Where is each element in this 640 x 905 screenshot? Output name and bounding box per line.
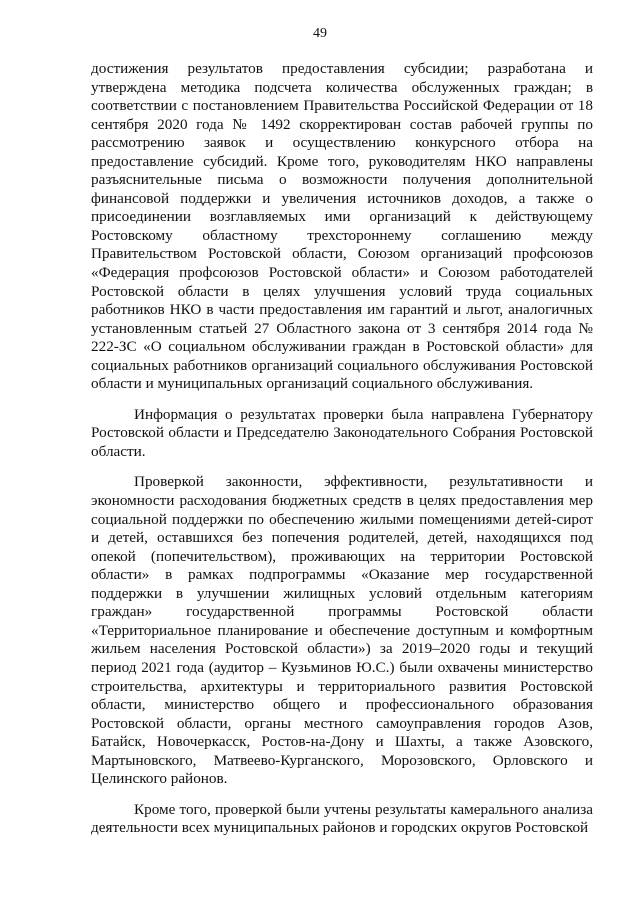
paragraph-additional-analysis: Кроме того, проверкой были учтены результаты камерального анализа деятельности всех муниципальных районов и городских округов Ростовской xyxy=(91,800,593,837)
page-number: 49 xyxy=(313,26,327,41)
paragraph-report-information: Информация о результатах проверки была направлена Губернатору Ростовской области и Председателю Законодательного Собрания Ростовской области. xyxy=(91,405,593,460)
document-body xyxy=(91,60,593,838)
paragraph-audit-scope: Проверкой законности, эффективности, результативности и экономности расходования бюджетных средств в целях предоставления мер социальной поддержки по обеспечению жилыми помещениями детей-сирот и детей, оставшихся без попечения родителей, детей, находящихся под опекой (попечительством), проживающих на территории Ростовской области» в рамках подпрограммы «Оказание мер государственной поддержки в улучшении жилищных условий отдельным категориям граждан» государственной программы Ростовской области «Территориальное планирование и обеспечение доступным и комфортным жильем населения Ростовской области») за 2019–2020 годы и текущий период 2021 года (аудитор – Кузьминов Ю.С.) были охвачены министерство строительства, архитектуры и территориального развития Ростовской области, министерство общего и профессионального образования Ростовской области, органы местного самоуправления городов Азов, Батайск, Новочеркасск, Ростов-на-Дону и Шахты, а также Азовского, Мартыновского, Матвеево-Курганского, Морозовского, Орловского и Целинского районов. xyxy=(91,473,593,788)
paragraph-continuation: достижения результатов предоставления субсидии; разработана и утверждена методика подсчета количества обслуженных граждан; в соответствии с постановлением Правительства Российской Федерации от 18 сентября 2020 года № 1492 скорректирован состав рабочей группы по рассмотрению заявок и осуществлению конкурсного отбора на предоставление субсидий. Кроме того, руководителям НКО направлены разъяснительные письма о возможности получения дополнительной финансовой поддержки и увеличения источников доходов, а также о присоединении возглавляемых ими организаций к действующему Ростовскому областному трехстороннему соглашению между Правительством Ростовской области, Союзом организаций профсоюзов «Федерация профсоюзов Ростовской области» и Союзом работодателей Ростовской области в целях улучшения условий труда социальных работников НКО в части предоставления им гарантий и льгот, аналогичных установленным статьей 27 Областного закона от 3 сентября 2014 года № 222-ЗС «О социальном обслуживании граждан в Ростовской области» для социальных работников организаций социального обслуживания Ростовской области и муниципальных организаций социального обслуживания. xyxy=(91,60,593,393)
